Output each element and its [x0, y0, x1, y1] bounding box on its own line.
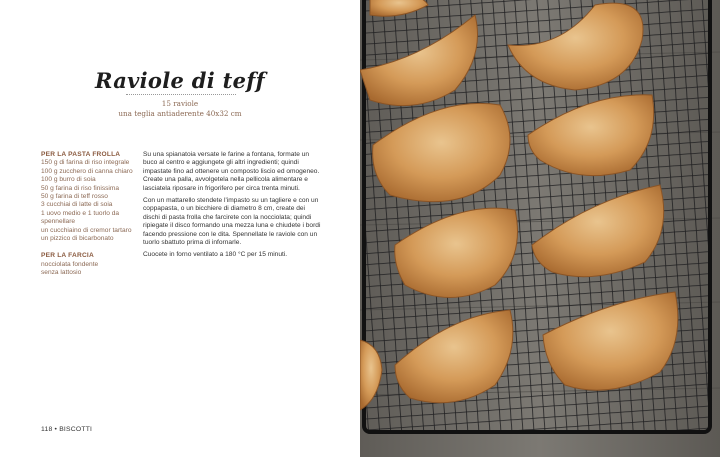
method-text: [143, 151, 321, 264]
raviole-photo-illustration: [360, 0, 720, 457]
filling-heading: PER LA FARCIA: [41, 252, 94, 260]
method-step: Cuocete in forno ventilato a 180 °C per 15 minuti.: [143, 251, 288, 259]
method-step: Con un mattarello stendete l'impasto su un tagliere e con un coppapasta, o un bicchiere di diametro 8 cm, create dei dischi di pasta frolla che farcirete con la nocciolata; quindi ripiegate il disco formando una mezza luna e chiudete i bordi facendo pressione con le dita. Spennellate le raviole con un tuorlo sbattuto prima di infornarle.: [143, 197, 321, 247]
filling-group: [41, 252, 141, 277]
recipe-pan: una teglia antiaderente 40x32 cm: [118, 108, 242, 118]
recipe-photo: [360, 0, 720, 457]
ingredient-item: senza lattosio: [41, 269, 82, 277]
ingredient-item: nocciolata fondente: [41, 260, 99, 268]
ingredient-item: 50 g farina di riso finissima: [41, 184, 120, 192]
title-divider: [126, 94, 236, 95]
ingredient-item: un pizzico di bicarbonato: [41, 235, 114, 243]
ingredient-item: 50 g farina di teff rosso: [41, 193, 108, 201]
recipe-serves: 15 raviole: [161, 99, 199, 108]
recipe-yield: [0, 99, 360, 118]
ingredient-item: 100 g burro di soia: [41, 176, 96, 184]
pasta-heading: PER LA PASTA FROLLA: [41, 151, 121, 158]
ingredient-item: 3 cucchiai di latte di soia: [41, 201, 113, 209]
ingredients-list: [41, 151, 141, 278]
ingredient-item: 1 uovo medio e 1 tuorlo da spennellare: [41, 209, 120, 226]
ingredient-item: 100 g zucchero di canna chiaro: [41, 167, 133, 175]
ingredient-item: un cucchiaino di cremor tartaro: [41, 226, 132, 234]
method-step: Su una spianatoia versate le farine a fontana, formate un buco al centro e aggiungete gli altri ingredienti; quindi impastate fino ad ottenere un composto liscio ed omogeneo. Create una palla, avvolgetela nella pellicola alimentare e lasciatela riposare in frigorifero per circa trenta minuti.: [143, 151, 320, 192]
page-footer: 118 • BISCOTTI: [41, 426, 93, 433]
ingredient-item: 150 g di farina di riso integrale: [41, 159, 130, 167]
recipe-title: Raviole di teff: [95, 68, 265, 93]
